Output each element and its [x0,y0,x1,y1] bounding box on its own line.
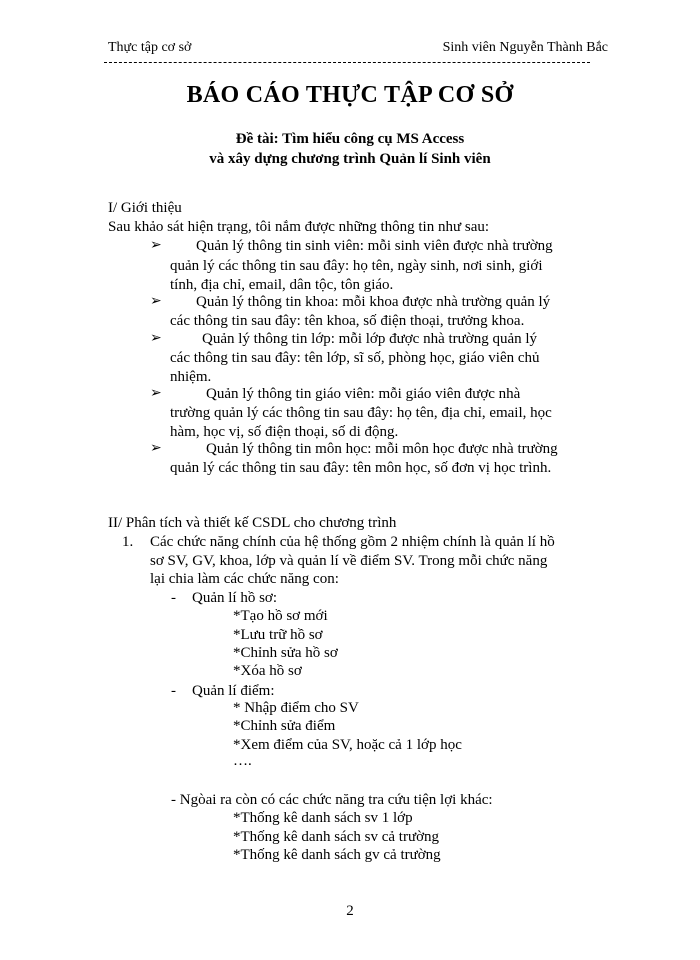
sub-item: *Chỉnh sửa hồ sơ [233,645,338,661]
paragraph-line: sơ SV, GV, khoa, lớp và quản lí về điểm SV. Trong mỗi chức năng [150,553,548,569]
header-divider [104,62,590,63]
arrow-bullet-icon: ➢ [150,441,162,456]
arrow-bullet-icon: ➢ [150,386,162,401]
section1-intro: Sau khảo sát hiện trạng, tôi nắm được những thông tin như sau: [108,219,490,235]
other-functions-title: - Ngòai ra còn có các chức năng tra cứu tiện lợi khác: [171,792,493,808]
sub-item: *Chỉnh sửa điểm [233,718,336,734]
sub-item: *Thống kê danh sách sv 1 lớp [233,810,413,826]
page-number: 2 [346,903,354,919]
sub-item: * Nhập điểm cho SV [233,700,359,716]
section2-heading: II/ Phân tích và thiết kế CSDL cho chương trình [108,515,397,531]
document-title: BÁO CÁO THỰC TẬP CƠ SỞ [186,82,514,108]
sub-item: *Thống kê danh sách gv cả trường [233,847,441,863]
bullet-line: hàm, học vị, số điện thoại, số di động. [170,424,399,440]
bullet-line: Quản lý thông tin lớp: mỗi lớp được nhà trường quản lý [202,331,538,347]
dash-bullet: - [171,683,176,699]
paragraph-line: lại chia làm các chức năng con: [150,571,339,587]
sub-item: *Lưu trữ hồ sơ [233,627,323,643]
arrow-bullet-icon: ➢ [150,294,162,309]
bullet-line: Quản lý thông tin giáo viên: mỗi giáo viên được nhà [206,386,521,402]
sub-item: *Xem điểm của SV, hoặc cả 1 lớp học [233,737,462,753]
arrow-bullet-icon: ➢ [150,331,162,346]
dash-bullet: - [171,590,176,606]
bullet-line: Quản lý thông tin khoa: mỗi khoa được nhà trường quản lý [196,294,551,310]
header-right-text: Sinh viên Nguyễn Thành Bắc [442,40,608,55]
bullet-line: Quản lý thông tin môn học: mỗi môn học được nhà trường [206,441,558,457]
bullet-line: tính, địa chỉ, email, dân tộc, tôn giáo. [170,277,394,293]
numbered-item-marker: 1. [122,534,134,550]
section1-heading: I/ Giới thiệu [108,200,182,216]
arrow-bullet-icon: ➢ [150,238,162,253]
paragraph-line: Các chức năng chính của hệ thống gồm 2 nhiệm chính là quản lí hồ [150,534,555,550]
bullet-line: Quản lý thông tin sinh viên: mỗi sinh viên được nhà trường [196,238,553,254]
bullet-line: trường quản lý các thông tin sau đây: họ tên, địa chỉ, email, học [170,405,552,421]
bullet-line: quản lý các thông tin sau đây: tên môn học, số đơn vị học trình. [170,460,552,476]
bullet-line: nhiệm. [170,369,212,385]
bullet-line: các thông tin sau đây: tên lớp, sĩ số, phòng học, giáo viên chủ [170,350,540,366]
sub-item: *Thống kê danh sách sv cả trường [233,829,440,845]
header-left-text: Thực tập cơ sở [108,40,192,55]
sub-item: *Tạo hồ sơ mới [233,608,328,624]
group-title: Quản lí hồ sơ: [192,590,278,606]
bullet-line: quản lý các thông tin sau đây: họ tên, ngày sinh, nơi sinh, giới [170,258,543,274]
subtitle-line-2: và xây dựng chương trình Quản lí Sinh viên [209,151,491,167]
sub-item: *Xóa hồ sơ [233,663,302,679]
group-title: Quản lí điểm: [192,683,275,699]
sub-item: …. [233,753,252,769]
subtitle-line-1: Đề tài: Tìm hiểu công cụ MS Access [235,131,465,147]
bullet-line: các thông tin sau đây: tên khoa, số điện thoại, trưởng khoa. [170,313,525,329]
